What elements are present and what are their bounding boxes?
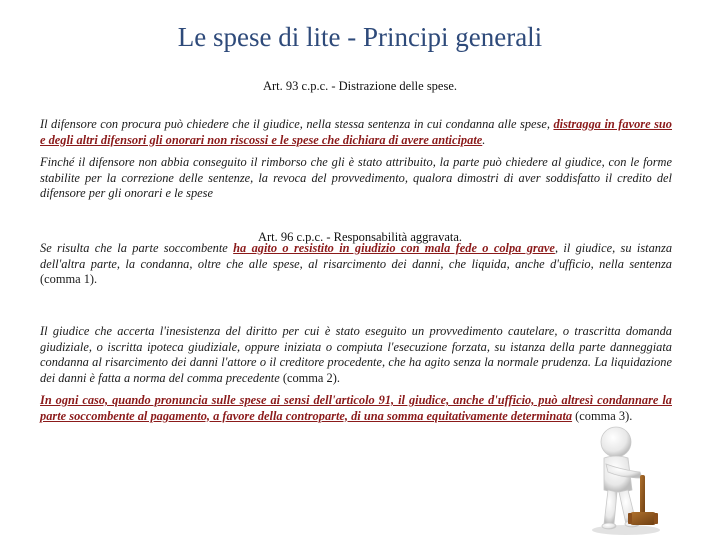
article-93-paragraph-2: Finché il difensore non abbia conseguito il rimborso che gli è stato attribuito, la parte può chiedere al giudice, con le forme stabilite per la correzione delle sentenze, la revoca del provvedimento, qualora dimostri di aver soddisfatto il credito del difensore per gli onorari e le spese bbox=[40, 155, 672, 201]
paragraph-text: , il giudice, su istanza dell'altra parte, la condanna, oltre che alle spese, al risarcimento dei danni, che liquida, anche d'ufficio, nella sentenza bbox=[40, 241, 673, 271]
article-96-heading: Art. 96 c.p.c. - Responsabilità aggravata. bbox=[257, 230, 463, 244]
article-96-comma-1 bbox=[40, 241, 672, 288]
comma-reference: (comma 3). bbox=[572, 408, 633, 423]
page-title: Le spese di lite - Principi generali bbox=[177, 22, 543, 52]
highlighted-text: In ogni caso, quando pronuncia sulle spese ai sensi dell'articolo 91, il giudice, anche d'ufficio, può altresì condannare la parte soccombente al pagamento, a favore della controparte, di una somma equitativamente determinata bbox=[40, 393, 672, 423]
comma-reference: (comma 1). bbox=[40, 272, 98, 287]
article-93-paragraph-1 bbox=[40, 117, 672, 148]
paragraph-text: Se risulta che la parte soccombente bbox=[40, 241, 234, 255]
figure-graphic bbox=[570, 420, 690, 538]
highlighted-text: distragga in favore suo e degli altri difensori gli onorari non riscossi e le spese che dichiara di avere anticipate bbox=[40, 117, 672, 147]
paragraph-text: Il difensore con procura può chiedere che il giudice, nella stessa sentenza in cui condanna alle spese, bbox=[40, 117, 554, 131]
article-96-comma-2 bbox=[40, 324, 672, 386]
highlighted-text: ha agito o resistito in giudizio con mala fede o colpa grave bbox=[233, 241, 555, 255]
article-93-heading: Art. 93 c.p.c. - Distrazione delle spese. bbox=[262, 79, 458, 93]
paragraph-text: . bbox=[482, 132, 486, 147]
comma-reference: (comma 2). bbox=[282, 370, 340, 385]
paragraph-text: Il giudice che accerta l'inesistenza del diritto per cui è stato eseguito un provvedimento cautelare, o trascritta domanda giudiziale, o iscritta ipoteca giudiziale, oppure iniziata o compiuta l'esecuzione forzata, su istanza della parte danneggiata condanna al risarcimento dei danni l'attore o il creditore procedente, che ha agito senza la normale prudenza. La liquidazione dei danni è fatta a norma del comma precedente bbox=[40, 324, 672, 385]
judge-gavel-figure-icon bbox=[570, 420, 690, 538]
